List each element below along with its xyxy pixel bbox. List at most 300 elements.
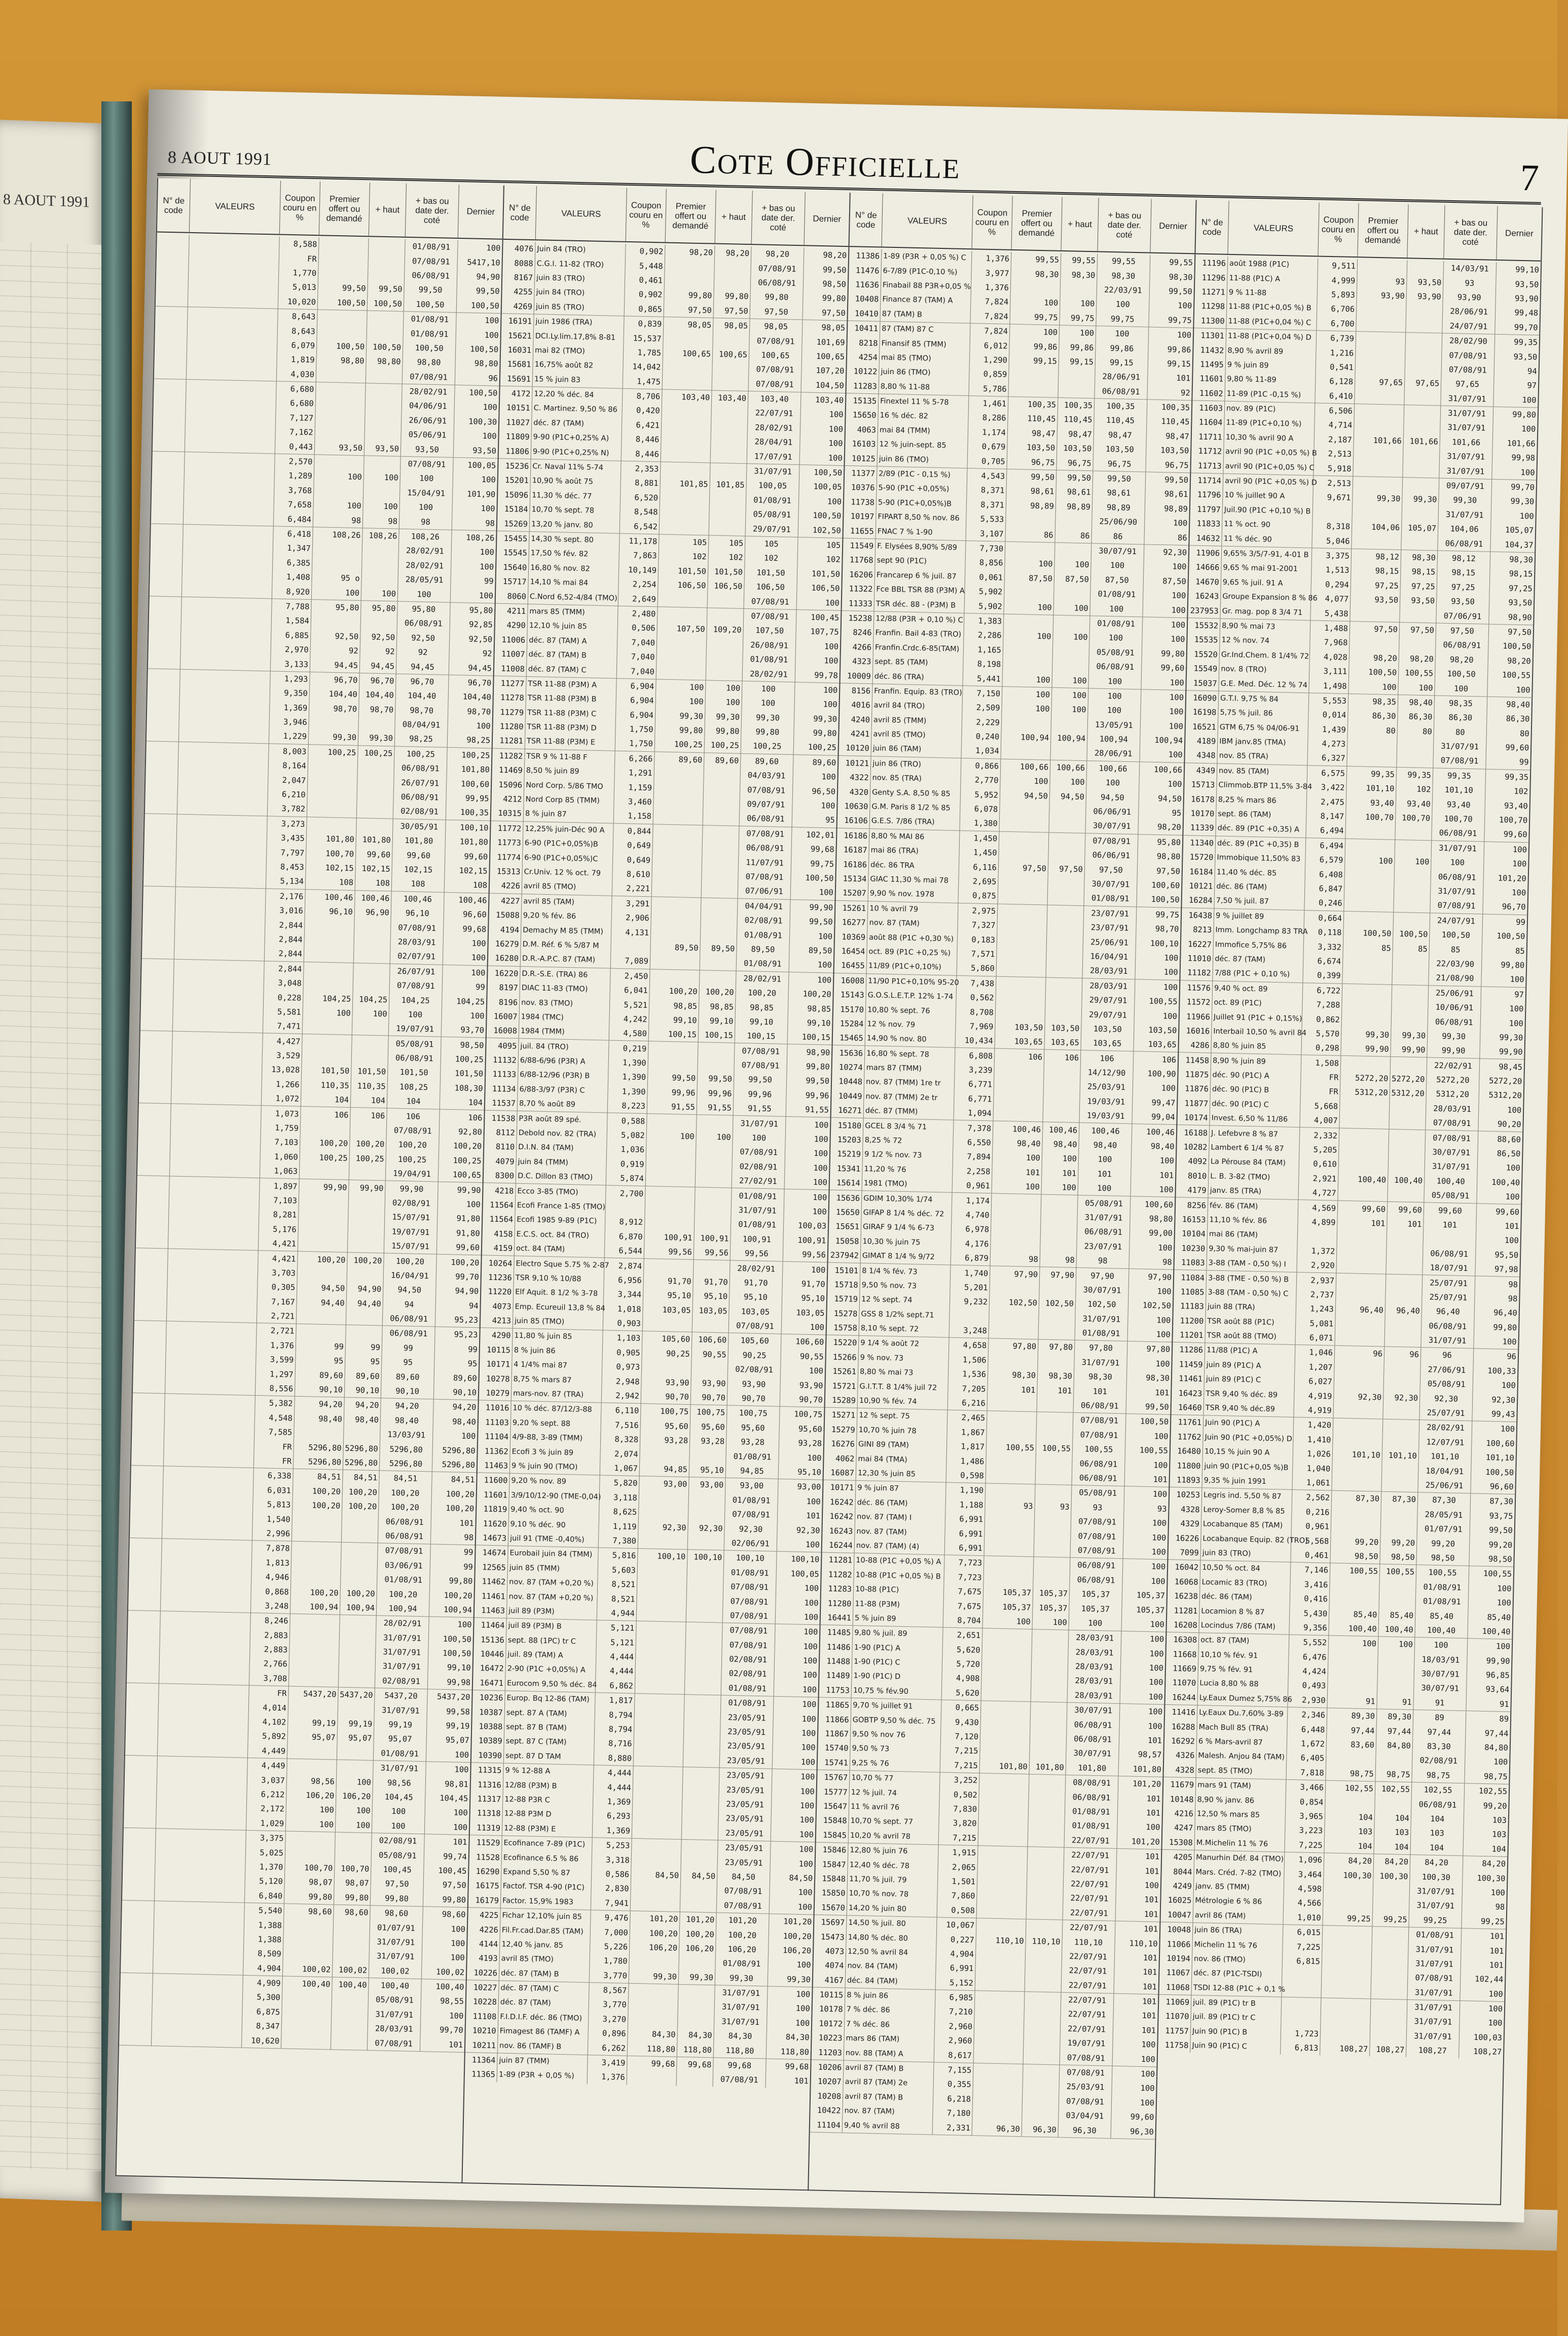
table-cell: 8,617: [934, 2048, 974, 2063]
table-cell: 07/08/91: [1442, 348, 1495, 363]
table-cell: 07/08/91: [1071, 1514, 1124, 1530]
table-cell: Locamic 83 (TRO): [1200, 1575, 1291, 1591]
table-cell: 16480: [1171, 1444, 1204, 1459]
table-cell: 9,350: [270, 686, 310, 701]
table-cell: 19/07/91: [389, 1021, 442, 1037]
table-cell: 103: [1374, 1825, 1411, 1840]
table-cell: 99,43: [1491, 1409, 1515, 1419]
table-cell: [151, 524, 184, 539]
table-cell: 4,569: [1298, 1200, 1338, 1215]
table-cell: 7,155: [934, 2062, 974, 2077]
table-cell: 1-89 (P3R + 0,05 %) C: [882, 249, 972, 265]
table-cell: 110,45: [1008, 411, 1058, 426]
table-cell: 11286: [1173, 1342, 1206, 1358]
table-cell: [683, 1738, 720, 1753]
table-cell: [1406, 333, 1443, 348]
table-cell: 3,223: [1285, 1823, 1325, 1838]
table-cell: 3/9/10/12-90 (TME-0,04): [509, 1488, 600, 1504]
table-cell: Gr.Ind.Chem. 8 1/4% 72: [1220, 647, 1310, 664]
table-cell: avril 85 (TMM): [872, 713, 963, 729]
table-cell: juin 88 (TRA): [1206, 1299, 1297, 1316]
table-cell: [126, 1683, 159, 1698]
table-cell: sept 90 (P1C): [875, 554, 966, 570]
table-cell: G.T.I. 9,75 % 84: [1219, 691, 1309, 707]
table-cell: 06/08/91: [1431, 869, 1484, 885]
table-cell: [704, 782, 741, 797]
table-cell: 11333: [842, 596, 875, 611]
table-cell: 10279: [479, 1385, 512, 1401]
table-cell: 15170: [833, 1002, 866, 1017]
table-cell: 100,70: [1396, 811, 1433, 826]
table-cell: 100: [1146, 1822, 1160, 1833]
table-cell: 90,20: [1497, 1119, 1521, 1129]
table-cell: 8256: [1176, 1197, 1209, 1213]
table-cell: [298, 1266, 348, 1282]
table-cell: 8,70 % août 89: [518, 1097, 608, 1113]
table-cell: 15313: [490, 864, 523, 879]
table-cell: [1041, 1195, 1078, 1210]
table-cell: [347, 1267, 384, 1283]
table-cell: 5-90 (P1C +0,05%): [877, 481, 967, 497]
table-cell: 11432: [1193, 343, 1226, 358]
table-cell: 4247: [1162, 1820, 1195, 1836]
table-cell: 6,680: [276, 381, 316, 396]
table-cell: 6,840: [245, 1888, 285, 1903]
table-cell: 101: [1337, 1216, 1388, 1231]
table-cell: 9,80 % 11-89: [1225, 372, 1316, 388]
table-cell: [1331, 1505, 1381, 1520]
table-cell: 100,50: [403, 340, 456, 356]
table-cell: 100: [824, 642, 839, 651]
table-cell: 5,441: [963, 671, 1003, 686]
table-cell: 5,816: [598, 1548, 638, 1563]
table-cell: 8,706: [623, 389, 663, 404]
table-cell: 9 1/4 % août 72: [859, 1336, 950, 1352]
table-cell: 10446: [473, 1647, 506, 1662]
table-cell: 1,266: [262, 1077, 302, 1092]
table-cell: 5,253: [592, 1838, 632, 1853]
table-cell: [159, 1669, 250, 1685]
table-cell: 7,675: [943, 1598, 983, 1614]
table-cell: [178, 742, 269, 758]
table-cell: 10376: [844, 480, 877, 495]
table-cell: [1385, 1318, 1422, 1333]
table-cell: 8,881: [621, 476, 661, 491]
table-cell: 100: [1163, 982, 1178, 992]
table-cell: [136, 1219, 169, 1234]
table-cell: [1371, 1984, 1408, 1999]
table-cell: 100,05: [790, 1569, 819, 1579]
table-cell: FR: [254, 1453, 294, 1469]
table-cell: GIFAP 8 1/4 % déc. 72: [861, 1206, 952, 1222]
table-cell: [994, 1063, 1044, 1078]
table-cell: [155, 321, 188, 336]
table-cell: 100,66: [1001, 759, 1051, 774]
table-cell: 2,450: [610, 968, 650, 983]
table-cell: 01/08/91: [1409, 1927, 1462, 1943]
table-cell: 96,30: [1022, 2122, 1059, 2137]
table-cell: 108,26: [399, 529, 452, 544]
table-cell: 11084: [1174, 1270, 1207, 1285]
table-cell: 93,50: [472, 446, 497, 456]
table-cell: 31/07/91: [747, 464, 800, 480]
table-cell: 15278: [827, 1306, 860, 1321]
table-cell: 06/08/91: [1089, 659, 1142, 675]
table-cell: 31/07/91: [1075, 1311, 1128, 1327]
table-cell: 0,502: [939, 1787, 979, 1802]
table-cell: 92,30: [1420, 1391, 1473, 1407]
table-cell: [678, 2013, 715, 2028]
table-cell: 15135: [846, 393, 879, 409]
table-cell: 100: [742, 681, 795, 697]
table-cell: [634, 1737, 684, 1752]
table-cell: 16226: [1169, 1530, 1201, 1546]
table-cell: 2,465: [947, 1410, 988, 1426]
table-cell: [1340, 1099, 1390, 1114]
table-cell: 11-88 (P3M): [853, 1596, 944, 1613]
table-cell: déc. 90 (P1C) B: [1211, 1082, 1301, 1099]
table-cell: 97,90: [1148, 1272, 1172, 1282]
table-cell: [1382, 1463, 1419, 1478]
table-cell: 8,446: [622, 446, 662, 461]
table-cell: 100,20: [630, 1925, 680, 1941]
table-cell: déc. 87 (TAM): [1213, 952, 1304, 968]
table-cell: [1054, 586, 1091, 601]
table-cell: 31/07/91: [1440, 420, 1493, 436]
table-cell: Fichar 12,10% juin 85: [500, 1908, 591, 1924]
table-cell: 91,80: [456, 1214, 481, 1224]
table-cell: 100: [451, 1939, 465, 1948]
table-cell: 102,15: [355, 861, 392, 877]
table-cell: 85,40: [1329, 1607, 1379, 1622]
table-cell: [1381, 1521, 1418, 1536]
column-header: Coupon couru en %: [1318, 203, 1359, 257]
table-cell: 22/07/91: [1061, 2021, 1114, 2037]
table-cell: 2,331: [933, 2120, 973, 2135]
table-cell: 8,80 % juin 85: [1211, 1039, 1302, 1055]
table-cell: 9,232: [950, 1294, 990, 1309]
table-cell: 98: [485, 518, 495, 528]
table-cell: 6,739: [1317, 331, 1357, 346]
table-cell: [685, 1680, 722, 1695]
table-cell: Invest. 6,50 % 11/86: [1210, 1111, 1300, 1127]
table-cell: [154, 393, 187, 409]
table-cell: 15740: [818, 1741, 851, 1756]
table-cell: 09/07/91: [1439, 478, 1492, 494]
table-cell: [1381, 1477, 1418, 1492]
table-cell: 07/08/91: [749, 377, 802, 392]
table-cell: 100,46: [305, 890, 355, 905]
table-cell: 1,488: [1310, 620, 1351, 636]
table-cell: 88,60: [1497, 1134, 1521, 1144]
table-cell: 8,446: [622, 432, 662, 447]
table-cell: avril 90 (P1C+0,05 %) C: [1223, 459, 1314, 475]
table-cell: 101,80: [461, 764, 490, 775]
table-cell: 4,566: [1284, 1895, 1324, 1911]
table-cell: [287, 1744, 338, 1759]
table-cell: 4328: [1169, 1502, 1202, 1517]
table-cell: 85: [1430, 942, 1483, 958]
table-cell: 11772: [491, 821, 524, 836]
table-cell: juin 87 (TMM): [497, 2053, 588, 2069]
table-cell: 99,35: [1514, 337, 1538, 347]
table-cell: 8 1/4 % fév. 73: [860, 1263, 951, 1280]
table-cell: 07/08/91: [722, 1637, 775, 1653]
quotation-block-2: [461, 186, 850, 2191]
table-cell: 8196: [487, 995, 520, 1010]
table-cell: 11 % déc. 90: [1222, 531, 1312, 548]
table-cell: 15/07/91: [385, 1210, 438, 1226]
table-cell: 100: [457, 1620, 472, 1630]
table-cell: [661, 447, 711, 462]
table-cell: 4,273: [1308, 736, 1348, 751]
table-cell: juin 85 (TMM): [508, 1560, 599, 1577]
table-cell: 105: [745, 536, 798, 552]
table-cell: [140, 1045, 173, 1061]
table-cell: 11620: [476, 1516, 509, 1531]
table-cell: 101: [1145, 1866, 1159, 1876]
table-cell: 96: [1335, 1346, 1385, 1361]
table-cell: 95: [1172, 808, 1182, 818]
table-cell: [138, 1118, 171, 1133]
table-cell: 100,10: [724, 1551, 777, 1566]
table-cell: 100,03: [797, 1221, 827, 1231]
table-cell: 11/07/91: [739, 855, 792, 870]
table-cell: 0,649: [613, 838, 653, 853]
table-cell: 5,448: [625, 258, 665, 273]
table-cell: avril 84 (TRO): [872, 698, 963, 714]
table-cell: 97,50: [821, 308, 846, 318]
table-cell: 97,65: [1355, 375, 1405, 390]
table-cell: 3,248: [950, 1323, 990, 1338]
table-cell: [282, 2005, 332, 2020]
table-cell: 93,00: [797, 1482, 821, 1492]
table-cell: [1342, 983, 1393, 999]
table-cell: 7,167: [257, 1294, 297, 1309]
table-cell: 16025: [1161, 1893, 1194, 1908]
table-cell: 99,96: [647, 1085, 698, 1100]
table-cell: 06/08/91: [1411, 1797, 1465, 1812]
table-cell: juin 86 (TRO): [871, 756, 962, 773]
table-cell: 1,347: [273, 541, 313, 556]
table-cell: 3-88 (TAM - 0,50 %) C: [1206, 1285, 1297, 1301]
table-cell: 100,50: [813, 510, 842, 521]
table-cell: 99,35: [1505, 772, 1529, 782]
table-cell: 100,40: [369, 1978, 422, 1994]
table-cell: [185, 452, 275, 468]
table-cell: 25/06/91: [1418, 1478, 1471, 1493]
table-cell: [157, 1799, 247, 1815]
table-cell: [364, 426, 402, 442]
table-cell: 11,178: [619, 534, 660, 549]
table-cell: [300, 1164, 350, 1180]
table-cell: 4211: [495, 603, 528, 618]
table-cell: [1391, 1057, 1428, 1072]
table-cell: [631, 1896, 681, 1911]
table-cell: 7,162: [275, 425, 315, 440]
table-cell: [1046, 977, 1083, 993]
table-cell: Locindus 7/86 (TAM): [1199, 1618, 1290, 1634]
table-cell: [136, 1204, 169, 1220]
table-cell: 6-90 (P1C+0,05%)C: [523, 850, 613, 866]
table-cell: 6,520: [621, 490, 661, 505]
table-cell: Mach Bull 85 (TRA): [1197, 1720, 1288, 1736]
table-cell: [154, 1944, 244, 1960]
table-cell: 7,894: [953, 1149, 993, 1164]
table-cell: 99: [1519, 757, 1529, 767]
table-cell: 84,20: [1410, 1855, 1464, 1871]
table-cell: [683, 1753, 720, 1768]
table-cell: 1-90 (P1C) C: [852, 1655, 943, 1671]
table-cell: [632, 1823, 682, 1839]
table-cell: 102,50: [1076, 1297, 1129, 1312]
table-cell: 5,120: [245, 1874, 285, 1889]
table-cell: 100,20: [444, 1590, 472, 1600]
table-cell: 110,10: [976, 1932, 1026, 1948]
table-cell: 100: [1163, 967, 1178, 977]
table-cell: [141, 973, 174, 988]
table-cell: 0,508: [937, 1903, 977, 1918]
table-cell: [170, 1147, 261, 1163]
table-cell: 29/07/91: [1082, 1007, 1135, 1023]
table-cell: 10,620: [242, 2033, 282, 2048]
table-cell: 99,90: [457, 1185, 481, 1195]
table-cell: 100: [1493, 1757, 1508, 1767]
table-cell: 08/08/91: [1066, 1775, 1119, 1791]
table-cell: Factor. 15,9% 1983: [501, 1893, 592, 1910]
table-cell: 11317: [470, 1792, 503, 1807]
table-cell: 4326: [1164, 1748, 1197, 1763]
table-cell: 0,664: [1304, 910, 1344, 926]
table-cell: 99,56: [802, 1250, 826, 1260]
table-cell: 28/02/91: [743, 666, 796, 682]
table-cell: [981, 1672, 1032, 1687]
table-cell: [1039, 1310, 1076, 1326]
table-cell: 95,60: [690, 1419, 727, 1435]
table-cell: nov. 87 (TAM +0,20 %): [507, 1589, 598, 1605]
table-cell: juil. 89 (TAM) A: [506, 1647, 597, 1663]
table-cell: [653, 810, 704, 825]
table-cell: [1041, 1224, 1078, 1239]
table-cell: 7,146: [1291, 1562, 1331, 1578]
table-cell: Debold nov. 82 (TRA): [517, 1126, 608, 1142]
table-cell: 100: [1052, 687, 1089, 703]
table-cell: 2,065: [938, 1859, 978, 1875]
table-cell: 94: [468, 1301, 479, 1310]
table-cell: 101,66: [1507, 439, 1536, 449]
table-cell: 11300: [1194, 313, 1227, 328]
table-cell: 100: [400, 471, 454, 487]
table-cell: 22/07/91: [1062, 1949, 1115, 1964]
table-cell: 94,85: [640, 1462, 690, 1477]
table-cell: 6,266: [615, 751, 655, 766]
table-cell: 0,305: [258, 1280, 298, 1295]
table-cell: 101,66: [1354, 433, 1404, 448]
table-cell: [1043, 1093, 1080, 1108]
table-cell: 0,875: [959, 888, 999, 903]
table-cell: Ecofi France 1-85 (TMO): [516, 1198, 606, 1215]
table-cell: [149, 596, 182, 611]
table-cell: 100: [1519, 511, 1534, 521]
table-cell: 07/08/91: [390, 978, 443, 994]
table-cell: [997, 962, 1047, 977]
table-cell: 28/03/91: [1068, 1659, 1121, 1675]
table-cell: [158, 1727, 249, 1743]
table-cell: [1397, 752, 1434, 768]
table-cell: 7,571: [957, 946, 997, 962]
table-cell: [1337, 1230, 1388, 1245]
table-cell: 100,33: [1487, 1366, 1516, 1376]
table-cell: 07/08/91: [717, 1884, 770, 1900]
table-cell: [652, 867, 702, 883]
table-cell: 8,90 % mai 73: [1220, 618, 1311, 635]
table-cell: 16308: [1166, 1632, 1199, 1648]
table-cell: 101: [1142, 1997, 1157, 2006]
table-cell: 98,40: [1506, 700, 1530, 710]
table-cell: 100,35: [1008, 397, 1059, 412]
table-cell: [314, 484, 364, 499]
table-cell: [973, 2077, 1023, 2093]
table-cell: 9 % juillet 89: [1214, 908, 1305, 925]
table-cell: [991, 1208, 1041, 1223]
table-cell: 4,131: [611, 925, 651, 940]
table-cell: 100: [796, 1989, 811, 1999]
table-cell: 10148: [1163, 1792, 1196, 1807]
table-cell: 2,700: [606, 1186, 646, 1201]
table-cell: [181, 597, 272, 613]
table-cell: FIPART 8,50 % nov. 86: [876, 509, 967, 526]
table-cell: 7,215: [940, 1758, 980, 1773]
table-cell: 99,30: [1391, 1028, 1428, 1043]
table-cell: 11713: [1191, 458, 1224, 473]
table-cell: 85: [1343, 940, 1394, 955]
table-cell: [979, 1802, 1029, 1817]
table-cell: 100,40: [1482, 1626, 1511, 1636]
table-cell: 22/07/91: [1063, 1891, 1116, 1907]
table-cell: 6,978: [952, 1222, 992, 1237]
table-cell: 100: [828, 453, 843, 463]
table-cell: juil. 89 (P1C) tr C: [1191, 2010, 1282, 2026]
table-cell: 100: [454, 1750, 469, 1760]
table-cell: 0,118: [1304, 925, 1344, 940]
table-cell: 11-89 (P1C -0,15 %): [1225, 386, 1316, 403]
table-cell: [637, 1607, 687, 1622]
table-cell: [302, 1049, 352, 1064]
table-cell: 1,046: [1295, 1345, 1335, 1360]
table-cell: 8,643: [278, 323, 318, 339]
table-cell: Cr.Univ. 12 % oct. 79: [522, 865, 613, 881]
table-cell: 99,30: [1402, 492, 1439, 507]
table-cell: TSR 11-88 (P3M) A: [526, 677, 617, 693]
table-cell: [319, 252, 369, 267]
table-cell: 09/07/91: [740, 797, 793, 813]
column-header: Premier offert ou demandé: [1358, 203, 1408, 258]
table-cell: 4286: [1179, 1038, 1212, 1053]
table-cell: 2,766: [249, 1656, 289, 1671]
table-cell: 101,50: [745, 565, 798, 581]
table-cell: 01/08/91: [737, 927, 790, 943]
table-cell: [126, 1697, 159, 1712]
table-cell: [1386, 1274, 1423, 1290]
table-cell: [1022, 2107, 1059, 2123]
table-cell: 05/08/91: [746, 507, 799, 523]
table-cell: 6,408: [1305, 867, 1345, 882]
table-cell: 108,26: [362, 528, 399, 543]
table-cell: 05/08/91: [1424, 1188, 1477, 1203]
table-cell: 95,10: [730, 1290, 783, 1305]
table-cell: [1377, 1680, 1414, 1695]
table-cell: 100,35: [1161, 403, 1190, 413]
